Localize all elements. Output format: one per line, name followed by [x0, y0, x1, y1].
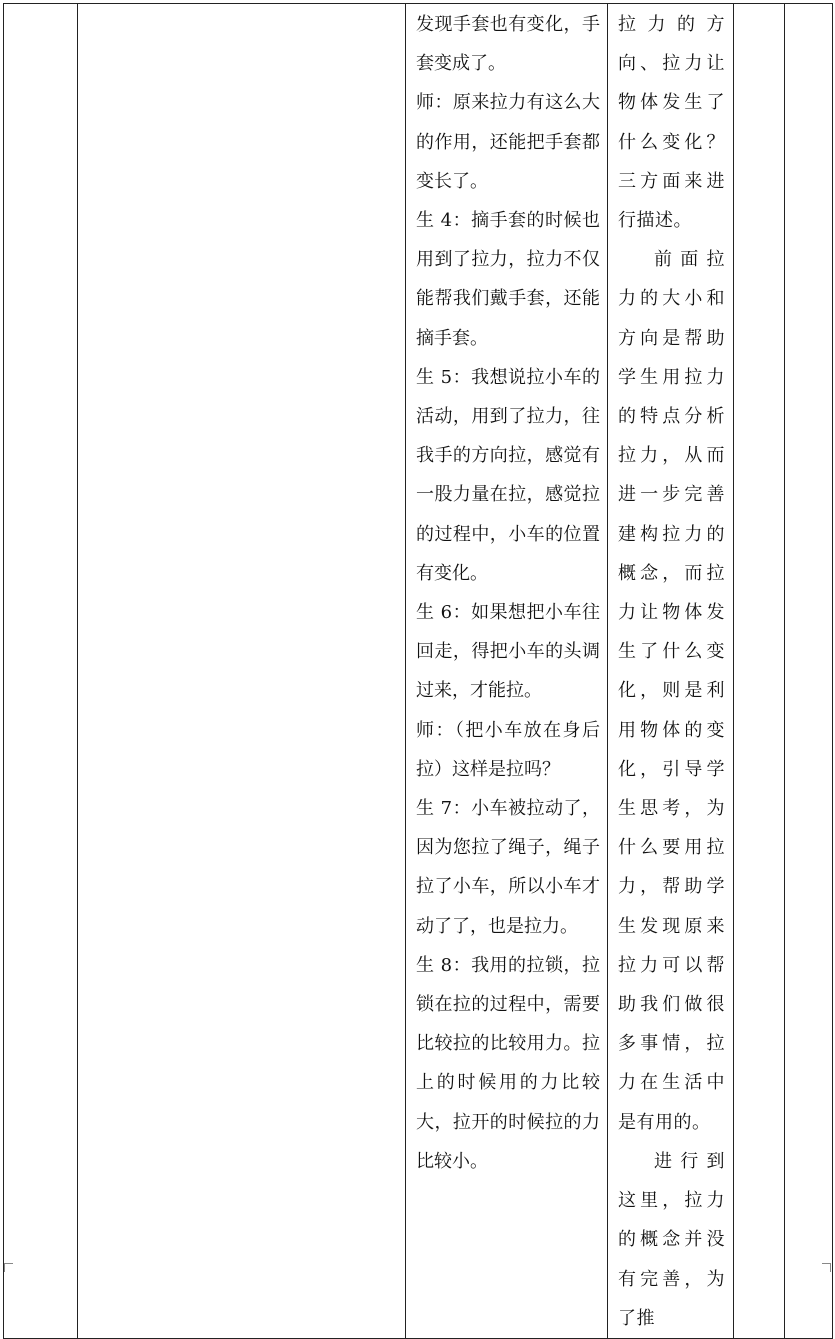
paragraph: 生 8：我用的拉锁，拉锁在拉的过程中，需要比较拉的比较用力。拉上的时候用的力比较大，拉开的时候拉的力比较小。 — [416, 954, 600, 1172]
cell-empty-5 — [734, 4, 785, 1339]
paragraph: 生 5：我想说拉小车的活动，用到了拉力，往我手的方向拉，感觉有一股力量在拉，感觉拉的过程中，小车的位置有变化。 — [416, 366, 600, 584]
paragraph: 前面拉力的大小和方向是帮助学生用拉力的特点分析拉力，从而进一步完善建构拉力的概念，而拉力让物体发生了什么变化，则是利用物体的变化，引导学生思考，为什么要用拉力，帮助学生发现原来拉力可以帮助我们做很多事情，拉力在生活中是有用的。 — [618, 249, 725, 1133]
paragraph: 生 6：如果想把小车往回走，得把小车的头调过来，才能拉。 — [416, 602, 600, 702]
corner-mark-right — [822, 1263, 831, 1272]
cell-student-activity — [406, 4, 608, 1339]
paragraph: 发现手套也有变化，手套变成了。 — [416, 14, 600, 75]
page-corner-marks — [0, 1263, 835, 1272]
design-intent-text — [608, 5, 733, 1338]
paragraph: 生 4：摘手套的时候也用到了拉力，拉力不仅能帮我们戴手套，还能摘手套。 — [416, 210, 600, 349]
cell-stage — [4, 4, 78, 1339]
paragraph: 拉力的方向、拉力让物体发生了什么变化？三方面来进行描述。 — [618, 14, 725, 232]
paragraph: 师：（把小车放在身后拉）这样是拉吗？ — [416, 719, 600, 780]
cell-teacher-activity — [78, 4, 406, 1339]
lesson-plan-table — [3, 3, 833, 1339]
cell-empty-6 — [785, 4, 833, 1339]
corner-mark-left — [4, 1263, 13, 1272]
paragraph: 师：原来拉力有这么大的作用，还能把手套都变长了。 — [416, 92, 600, 192]
cell-design-intent — [608, 4, 734, 1339]
paragraph: 生 7：小车被拉动了，因为您拉了绳子，绳子拉了小车，所以小车才动了了，也是拉力。 — [416, 798, 600, 937]
student-activity-text — [406, 5, 607, 1181]
table-row — [4, 4, 833, 1339]
paragraph: 进行到这里，拉力的概念并没有完善，为了推 — [618, 1150, 725, 1329]
